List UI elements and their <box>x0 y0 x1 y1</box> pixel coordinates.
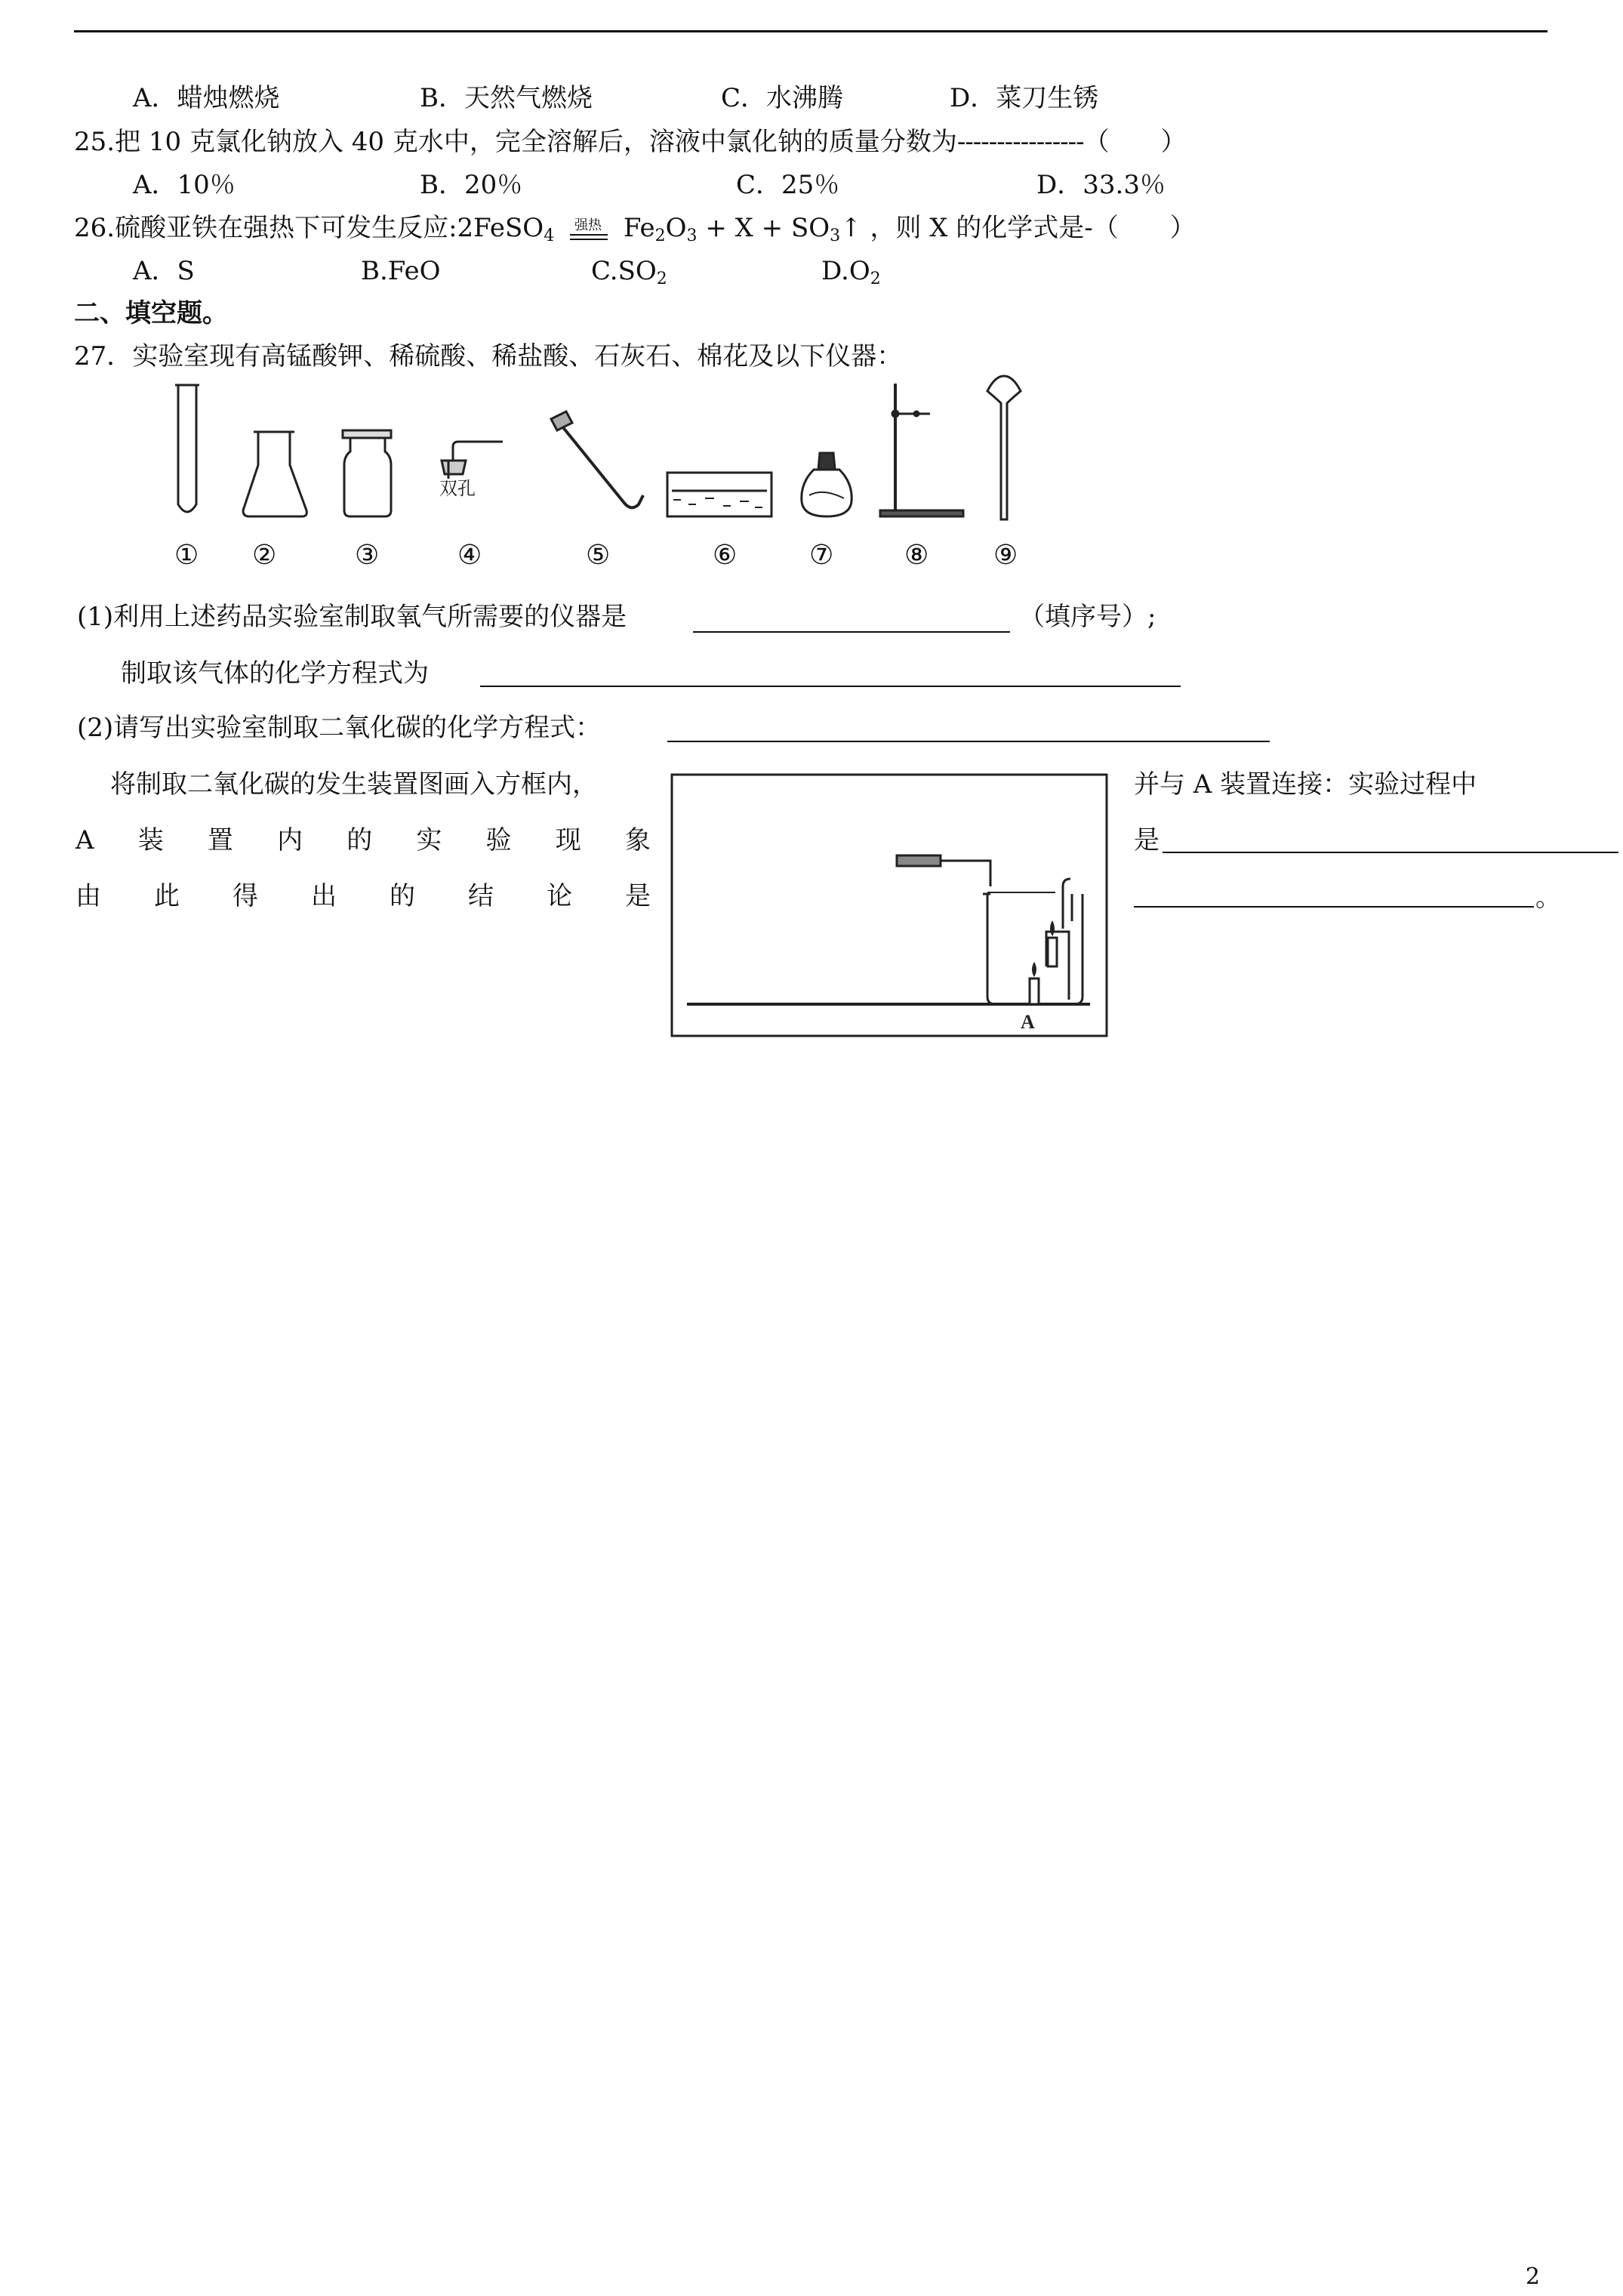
conical-flask-icon <box>243 432 306 516</box>
left-col-line1: 将制取二氧化碳的发生装置图画入方框内， <box>110 769 598 800</box>
reaction-condition-text: 强热 <box>574 217 602 233</box>
right-col-line2: 是 <box>1134 825 1160 855</box>
part1-equation-prompt: 制取该气体的化学方程式为 <box>121 658 429 689</box>
right-col-period: 。 <box>1535 883 1561 913</box>
q26-question: 26.硫酸亚铁在强热下可发生反应:2FeSO$_4$ 强热 $Fe_2O_3 + X$ + $SO_3↑$ ，则 X 的化学式是-（ ） <box>74 213 1196 245</box>
q26-stem-suffix: ，则 X 的化学式是-（ ） <box>870 213 1196 243</box>
instrument-number: ⑦ <box>809 540 834 571</box>
stopper-shape <box>897 855 941 866</box>
part1-prompt: (1)利用上述药品实验室制取氧气所需要的仪器是 <box>77 602 627 632</box>
flame-icon <box>1050 920 1055 936</box>
q25-stem: 25.把 10 克氯化钠放入 40 克水中，完全溶解后，溶液中氯化钠的质量分数为 <box>74 127 957 157</box>
left-col-line3: 由 此 得 出 的 结 论 是 <box>75 881 651 911</box>
part1-suffix: （填序号）; <box>1019 602 1156 632</box>
gas-jar-icon <box>343 430 391 516</box>
long-neck-funnel-icon <box>987 376 1021 519</box>
answer-blank-phenomenon[interactable] <box>1163 852 1618 853</box>
answer-blank-oxygen-equation[interactable] <box>480 686 1181 687</box>
bent-delivery-tube-icon <box>551 411 643 507</box>
instrument-number: ⑨ <box>993 540 1018 571</box>
instrument-number: ⑤ <box>586 540 611 571</box>
q26-option-d: $D.O_2$ <box>821 256 881 288</box>
apparatus-label: A <box>1021 1011 1035 1033</box>
q25-question <box>74 129 1187 155</box>
flame-icon <box>1032 962 1036 977</box>
q24-option-d: D．菜刀生锈 <box>950 83 1099 113</box>
q24-option-b: B．天然气燃烧 <box>420 83 593 113</box>
part2-prompt: (2)请写出实验室制取二氧化碳的化学方程式： <box>77 713 602 743</box>
q25-option-b: B．20％ <box>420 170 523 200</box>
q25-option-d: D．33.3％ <box>1036 170 1166 200</box>
test-tube-icon <box>175 385 199 512</box>
left-col-line2: A 装 置 内 的 实 验 现 象 <box>75 825 651 855</box>
water-trough-icon <box>667 473 771 516</box>
page-number: 2 <box>1525 2264 1540 2290</box>
instrument-number: ⑥ <box>713 540 738 571</box>
q26-stem-prefix: 26.硫酸亚铁在强热下可发生反应:2FeSO <box>74 213 544 243</box>
q27-stem: 27．实验室现有高锰酸钾、稀硫酸、稀盐酸、石灰石、棉花及以下仪器： <box>74 341 903 371</box>
q26-option-c: $C.SO_2$ <box>591 256 667 288</box>
drawing-box[interactable] <box>670 773 1108 1039</box>
q26-option-b: B.FeO <box>361 256 441 286</box>
instrument-number: ② <box>252 540 277 571</box>
q26-option-a: A．S <box>133 256 195 286</box>
section-title: 二、填空题。 <box>74 298 228 328</box>
q24-option-a: A．蜡烛燃烧 <box>133 83 280 113</box>
instrument-number: ⑧ <box>904 540 929 571</box>
instrument-number: ③ <box>355 540 380 571</box>
q25-option-a: A．10％ <box>133 170 236 200</box>
answer-blank-conclusion[interactable] <box>1134 906 1534 908</box>
answer-blank-co2-equation[interactable] <box>667 741 1270 742</box>
lab-instruments-figure <box>0 370 1623 566</box>
iron-stand-icon <box>880 384 963 516</box>
q25-dashes: ---------------- <box>956 127 1084 157</box>
two-hole-stopper-icon <box>442 442 503 479</box>
instrument-number: ④ <box>457 540 482 571</box>
instrument-number: ① <box>174 540 199 571</box>
q25-answer-paren: （ ） <box>1083 127 1187 157</box>
header-rule <box>74 30 1548 32</box>
right-col-line1: 并与 A 装置连接：实验过程中 <box>1134 769 1477 800</box>
alcohol-lamp-icon <box>802 453 852 516</box>
q25-option-c: C．25％ <box>736 170 840 200</box>
answer-blank-instruments[interactable] <box>693 631 1010 633</box>
gas-arrow: ↑ <box>840 213 862 243</box>
stopper-label: 双孔 <box>439 479 476 499</box>
q24-option-c: C．水沸腾 <box>721 83 844 113</box>
